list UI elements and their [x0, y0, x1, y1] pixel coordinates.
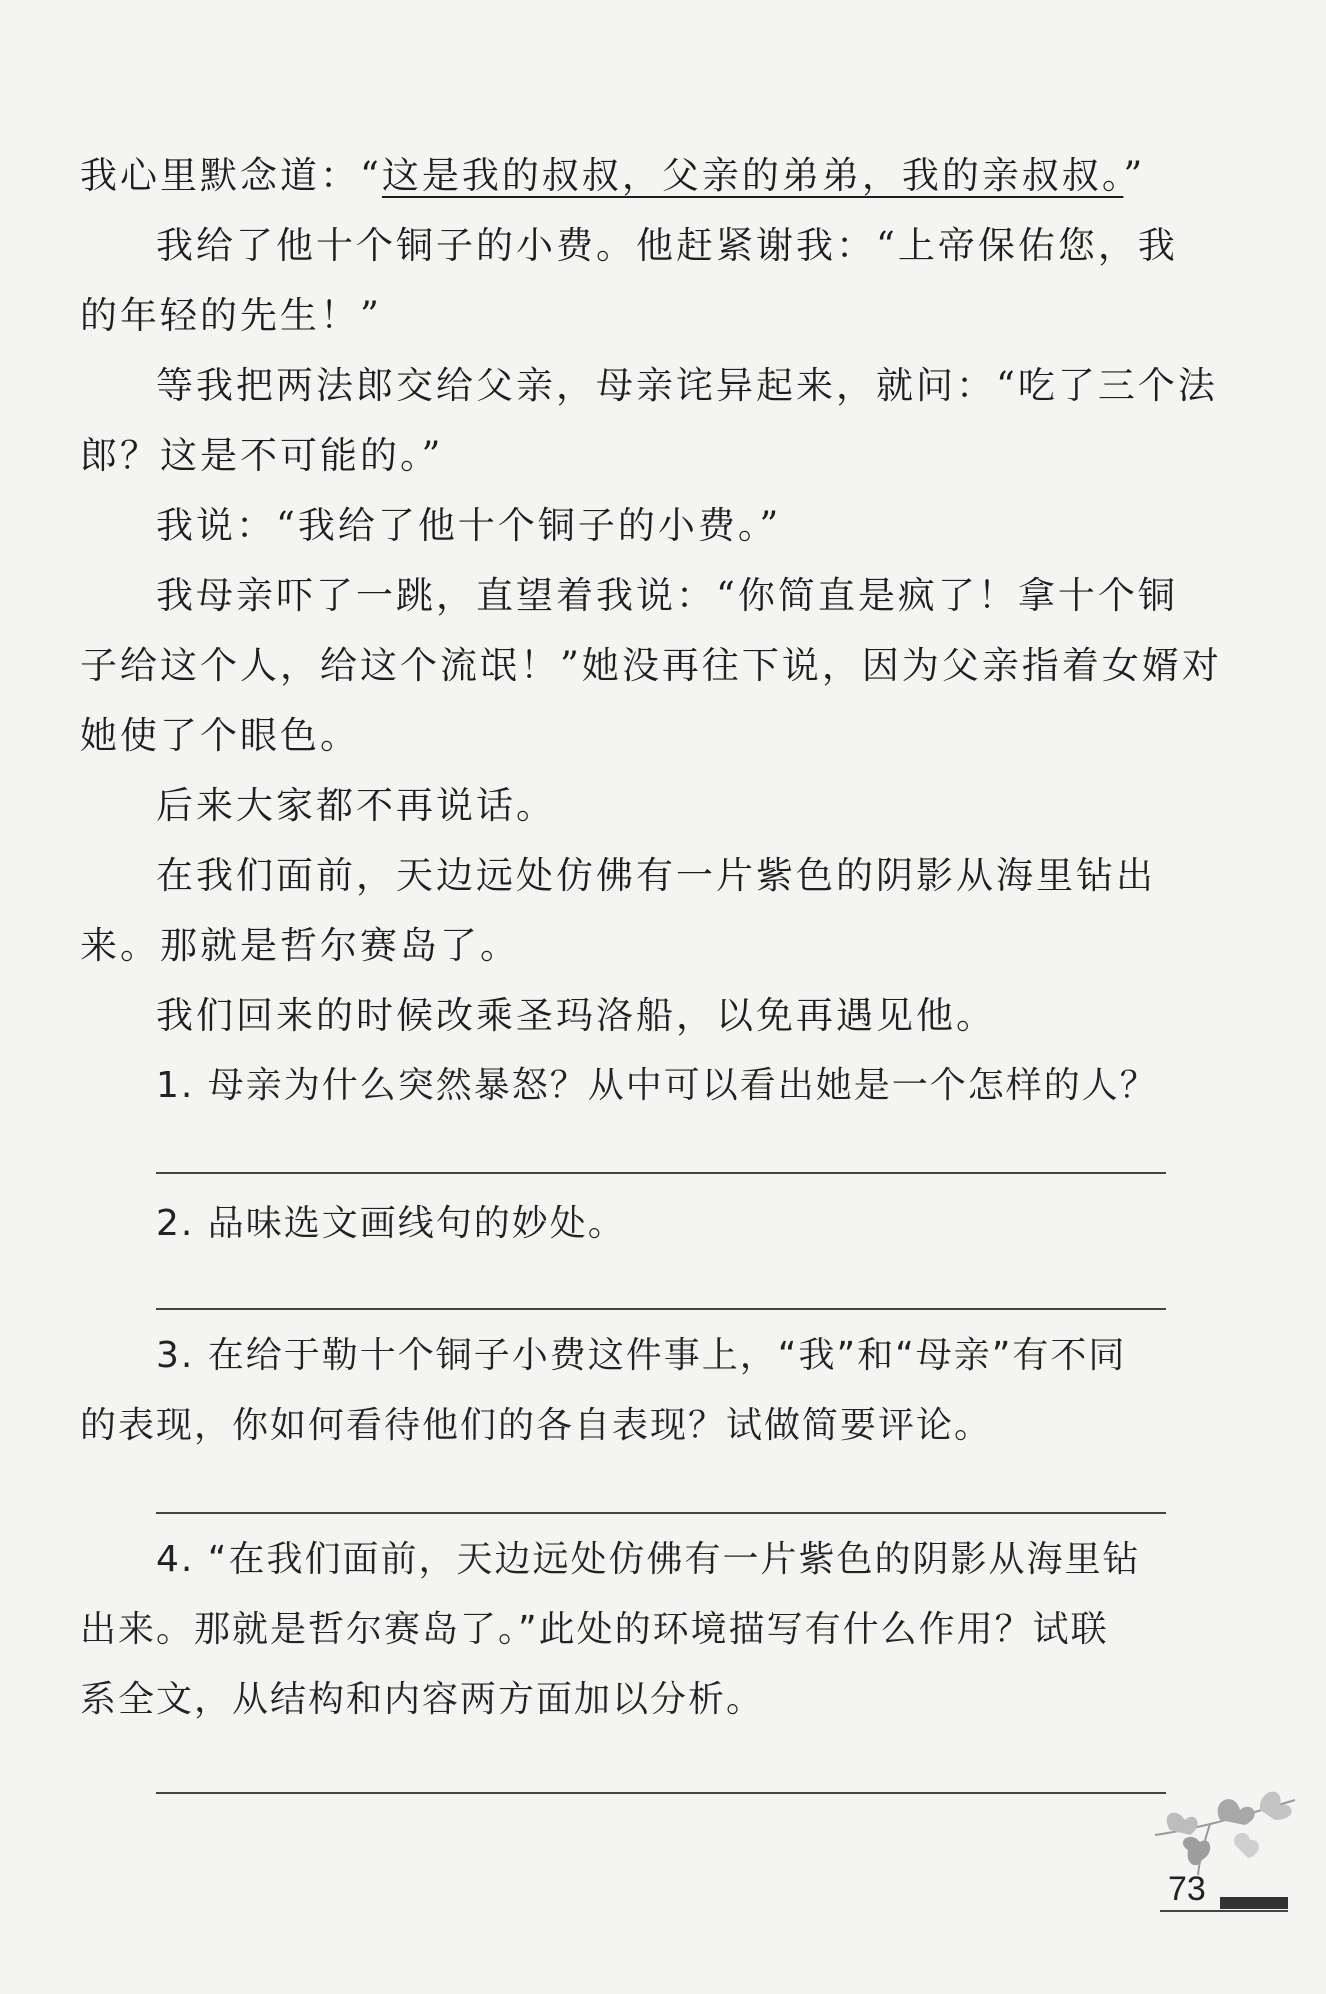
story-line-1-prefix: 我心里默念道：“ — [80, 154, 382, 197]
question-4-line-3: 系全文，从结构和内容两方面加以分析。 — [80, 1679, 765, 1720]
story-paragraph-5-line-2: 子给这个人，给这个流氓！”她没再往下说，因为父亲指着女婿对 — [80, 644, 1222, 687]
story-paragraph-5-line-3: 她使了个眼色。 — [80, 714, 360, 757]
question-4-line-2: 出来。那就是哲尔赛岛了。”此处的环境描写有什么作用？试联 — [80, 1609, 1109, 1650]
story-paragraph-3-line-2: 郎？这是不可能的。” — [80, 434, 444, 477]
question-2: 2. 品味选文画线句的妙处。 — [156, 1203, 626, 1244]
page-number-rule — [1160, 1910, 1288, 1912]
answer-line-1[interactable] — [156, 1172, 1166, 1174]
question-4-line-1: 4. “在我们面前，天边远处仿佛有一片紫色的阴影从海里钻 — [156, 1539, 1141, 1580]
answer-line-4[interactable] — [156, 1792, 1166, 1794]
story-paragraph-2-line-1: 我给了他十个铜子的小费。他赶紧谢我：“上帝保佑您，我 — [156, 224, 1178, 267]
story-paragraph-2-line-2: 的年轻的先生！” — [80, 294, 382, 337]
page-number-bar — [1220, 1897, 1288, 1909]
question-3-line-1: 3. 在给于勒十个铜子小费这件事上，“我”和“母亲”有不同 — [156, 1335, 1127, 1376]
question-3-line-2: 的表现，你如何看待他们的各自表现？试做简要评论。 — [80, 1405, 993, 1446]
story-line-1 — [80, 140, 1166, 212]
story-paragraph-3-line-1: 等我把两法郎交给父亲，母亲诧异起来，就问：“吃了三个法 — [156, 364, 1218, 407]
question-1: 1. 母亲为什么突然暴怒？从中可以看出她是一个怎样的人？ — [156, 1065, 1158, 1106]
answer-line-2[interactable] — [156, 1308, 1166, 1310]
page-number: 73 — [1168, 1870, 1206, 1908]
leaf-branch-icon — [1150, 1780, 1300, 1880]
story-paragraph-7-line-1: 在我们面前，天边远处仿佛有一片紫色的阴影从海里钻出 — [156, 854, 1156, 897]
story-paragraph-4: 我说：“我给了他十个铜子的小费。” — [156, 504, 782, 547]
answer-line-3[interactable] — [156, 1512, 1166, 1514]
story-paragraph-5-line-1: 我母亲吓了一跳，直望着我说：“你简直是疯了！拿十个铜 — [156, 574, 1178, 617]
story-line-1-suffix: ” — [1123, 154, 1146, 197]
story-paragraph-6: 后来大家都不再说话。 — [156, 784, 556, 827]
underlined-sentence: 这是我的叔叔，父亲的弟弟，我的亲叔叔。 — [381, 154, 1124, 197]
story-paragraph-8: 我们回来的时候改乘圣玛洛船，以免再遇见他。 — [156, 994, 996, 1037]
story-paragraph-7-line-2: 来。那就是哲尔赛岛了。 — [80, 924, 520, 967]
